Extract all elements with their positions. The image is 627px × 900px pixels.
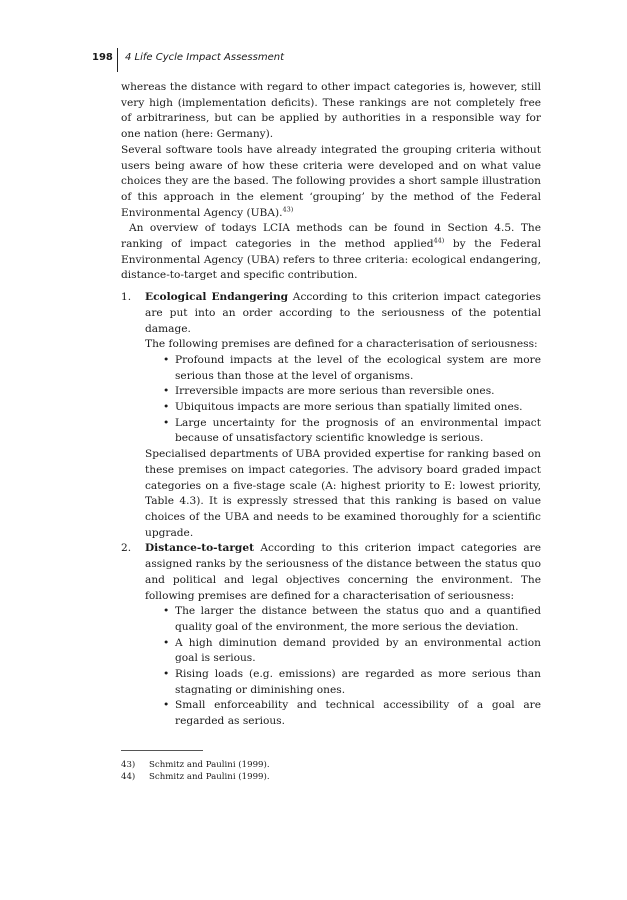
footnote-divider [121,750,203,751]
list-item-text: A high diminution demand provided by an environmental action goal is serious. [175,636,541,665]
list-item [145,604,541,635]
footnote-text: Schmitz and Paulini (1999). [149,760,270,770]
list-item-text: Large uncertainty for the prognosis of an environmental impact because of unsatisfactory scientific knowledge is serious. [175,416,541,445]
header-divider [117,48,118,72]
criterion-premise-intro: The following premises are defined for a characterisation of seriousness: [145,338,538,351]
paragraph-lcia-overview [121,221,541,284]
page-number: 198 [92,52,113,63]
paragraph-software-tools [121,143,541,222]
list-item [145,384,541,400]
list-item [145,416,541,447]
criterion-closing: Specialised departments of UBA provided expertise for ranking based on these premises on impact categories. The advisory board graded impact categories on a five-stage scale (A: highest priority to E: lowest priority, Table 4.3). It is expressly stressed that this ranking is based on value choices of the UBA and needs to be examined thoroughly for a scientific upgrade. [145,448,541,539]
list-item-text: Small enforceability and technical accessibility of a goal are regarded as serious. [175,699,541,728]
paragraph-lcia-text-a: An overview of todays LCIA methods can be found in Section 4.5. The ranking of impact categories in the method applied [121,222,541,251]
footnote [121,759,521,771]
criterion-intro [145,541,541,604]
bullet-icon: • [163,385,170,398]
running-title: 4 Life Cycle Impact Assessment [125,52,284,63]
bullet-icon: • [163,605,170,618]
list-item [145,400,541,416]
footnote-ref-44: 44) [433,236,445,245]
criterion-number: 2. [121,542,132,555]
list-item [145,636,541,667]
list-item-text: Irreversible impacts are more serious than reversible ones. [175,385,495,398]
list-item-text: Ubiquitous impacts are more serious than spatially limited ones. [175,401,523,414]
list-item-text: Profound impacts at the level of the ecological system are more serious than those at the level of organisms. [175,353,541,382]
list-item-text: The larger the distance between the status quo and a quantified quality goal of the environment, the more serious the deviation. [175,605,541,633]
criteria-list [121,290,541,730]
list-item [145,353,541,384]
criterion-intro-text: According to this criterion impact categories are assigned ranks by the seriousness of the distance between the status quo and political and legal objectives concerning the environment. The following premises are defined for a characterisation of seriousness: [145,542,541,602]
bullet-icon: • [163,353,170,366]
bullet-icon: • [163,699,170,712]
criterion-term: Distance-to-target [145,542,254,555]
bullet-icon: • [163,636,170,649]
criterion-number: 1. [121,291,132,304]
criterion-intro [145,290,541,337]
bullet-icon: • [163,416,170,429]
premise-list [145,353,541,447]
footnote [121,771,521,783]
criterion-ecological-endangering [121,290,541,541]
footnote-number: 43) [121,760,136,770]
list-item-text: Rising loads (e.g. emissions) are regarded as more serious than stagnating or diminishing ones. [175,668,541,696]
list-item [145,698,541,729]
footnote-number: 44) [121,772,136,782]
footnotes [121,759,521,783]
criterion-term: Ecological Endangering [145,291,289,304]
criterion-intro-text: According to this criterion impact categories are put into an order according to the seriousness of the potential damage. [145,291,541,335]
premise-list [145,604,541,730]
paragraph-software-tools-text: Several software tools have already integrated the grouping criteria without users being aware of how these criteria were developed and on what value choices they are the based. The following provides a short sample illustration of this approach in the element ‘grouping’ by the method of the Federal Environmental Agency (UBA). [121,143,541,219]
bullet-icon: • [163,401,170,414]
main-text [121,80,541,730]
footnote-text: Schmitz and Paulini (1999). [149,772,270,782]
list-item [145,667,541,698]
running-header [62,48,562,70]
footnote-ref-43: 43) [282,205,294,214]
bullet-icon: • [163,668,170,681]
criterion-distance-to-target [121,541,541,729]
paragraph-lcia-text-b: by the Federal Environmental Agency (UBA) refers to three criteria: ecological endangering, distance-to-target and specific contribution. [121,238,542,282]
paragraph-continuation: whereas the distance with regard to other impact categories is, however, still very high (implementation deficits). These rankings are not completely free of arbitrariness, but can be applied by authorities in a responsible way for one nation (here: Germany). [121,81,541,141]
